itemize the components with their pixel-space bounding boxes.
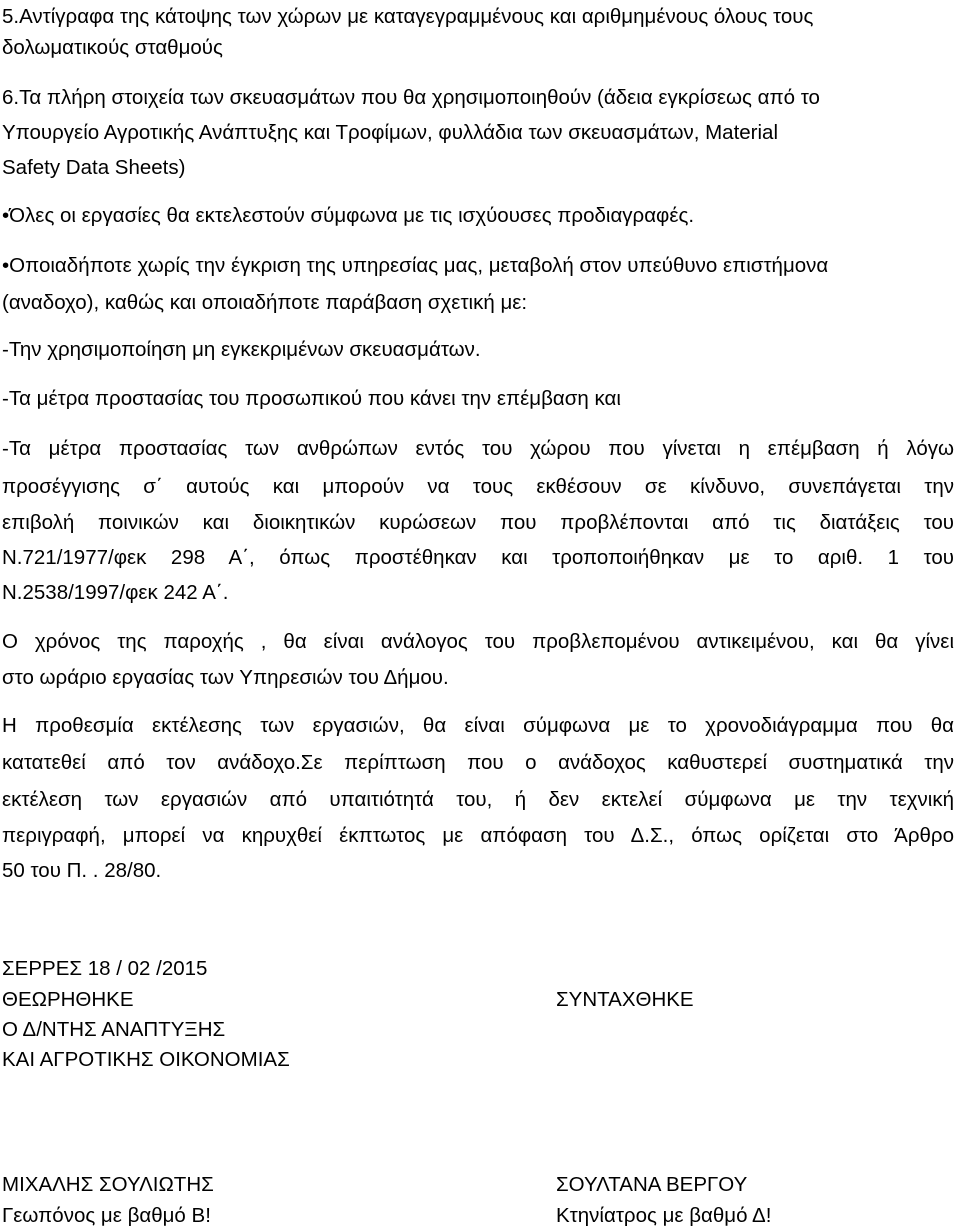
para-deadline-line1: Η προθεσμία εκτέλεσης των εργασιών, θα είναι σύμφωνα με το χρονοδιάγραμμα που θα [2,714,954,737]
para-deadline-line4: περιγραφή, μπορεί να κηρυχθεί έκπτωτος με απόφαση του Δ.Σ., όπως ορίζεται στο Άρθρο [2,824,954,847]
para-deadline-line5: 50 του Π. . 28/80. [2,859,162,882]
item6-line2: Υπουργείο Αγροτικής Ανάπτυξης και Τροφίμων, φυλλάδια των σκευασμάτων, Material [2,121,779,144]
item5-line2: δολωματικούς σταθμούς [2,36,223,59]
para-deadline-line2: κατατεθεί από τον ανάδοχο.Σε περίπτωση που ο ανάδοχος καθυστερεί συστηματικά την [2,751,954,774]
left-signatory-name: ΜΙΧΑΛΗΣ ΣΟΥΛΙΩΤΗΣ [2,1173,214,1196]
left-heading: ΘΕΩΡΗΘΗΚΕ [2,988,134,1011]
dash3-line1: -Τα μέτρα προστασίας των ανθρώπων εντός του χώρου που γίνεται η επέμβαση ή λόγω [2,437,954,460]
item6-line3: Safety Data Sheets) [2,156,186,179]
dash3-line3: επιβολή ποινικών και διοικητικών κυρώσεων που προβλέπονται από τις διατάξεις του [2,511,954,534]
left-role-line1: Ο Δ/ΝΤΗΣ ΑΝΑΠΤΥΞΗΣ [2,1018,226,1041]
left-signatory-title: Γεωπόνος με βαθμό Β! [2,1204,211,1227]
dash3-line5: Ν.2538/1997/φεκ 242 Α΄. [2,581,229,604]
right-signatory-name: ΣΟΥΛΤΑΝΑ ΒΕΡΓΟΥ [556,1173,748,1196]
bullet2-line1: •Οποιαδήποτε χωρίς την έγκριση της υπηρεσίας μας, μεταβολή στον υπεύθυνο επιστήμονα [2,254,829,277]
para-time-line2: στο ωράριο εργασίας των Υπηρεσιών του Δήμου. [2,666,449,689]
place-date: ΣΕΡΡΕΣ 18 / 02 /2015 [2,957,208,980]
bullet1-text: •Όλες οι εργασίες θα εκτελεστούν σύμφωνα με τις ισχύουσες προδιαγραφές. [2,204,695,227]
item5-line1: 5.Αντίγραφα της κάτοψης των χώρων με καταγεγραμμένους και αριθμημένους όλους τους [2,5,814,28]
item6-line1: 6.Τα πλήρη στοιχεία των σκευασμάτων που θα χρησιμοποιηθούν (άδεια εγκρίσεως από το [2,86,820,109]
left-role-line2: ΚΑΙ ΑΓΡΟΤΙΚΗΣ ΟΙΚΟΝΟΜΙΑΣ [2,1048,290,1071]
dash3-line4: Ν.721/1977/φεκ 298 Α΄, όπως προστέθηκαν και τροποποιήθηκαν με το αριθ. 1 του [2,546,954,569]
dash2-text: -Τα μέτρα προστασίας του προσωπικού που κάνει την επέμβαση και [2,387,621,410]
para-deadline-line3: εκτέλεση των εργασιών από υπαιτιότητά του, ή δεν εκτελεί σύμφωνα με την τεχνική [2,788,954,811]
dash1-text: -Την χρησιμοποίηση μη εγκεκριμένων σκευασμάτων. [2,338,481,361]
bullet2-line2: (αναδοχο), καθώς και οποιαδήποτε παράβαση σχετική με: [2,291,528,314]
dash3-line2: προσέγγισης σ΄ αυτούς και μπορούν να τους εκθέσουν σε κίνδυνο, συνεπάγεται την [2,475,954,498]
right-heading: ΣΥΝΤΑΧΘΗΚΕ [556,988,694,1011]
right-signatory-title: Κτηνίατρος με βαθμό Δ! [556,1204,772,1227]
para-time-line1: Ο χρόνος της παροχής , θα είναι ανάλογος του προβλεπομένου αντικειμένου, και θα γίνει [2,630,954,653]
